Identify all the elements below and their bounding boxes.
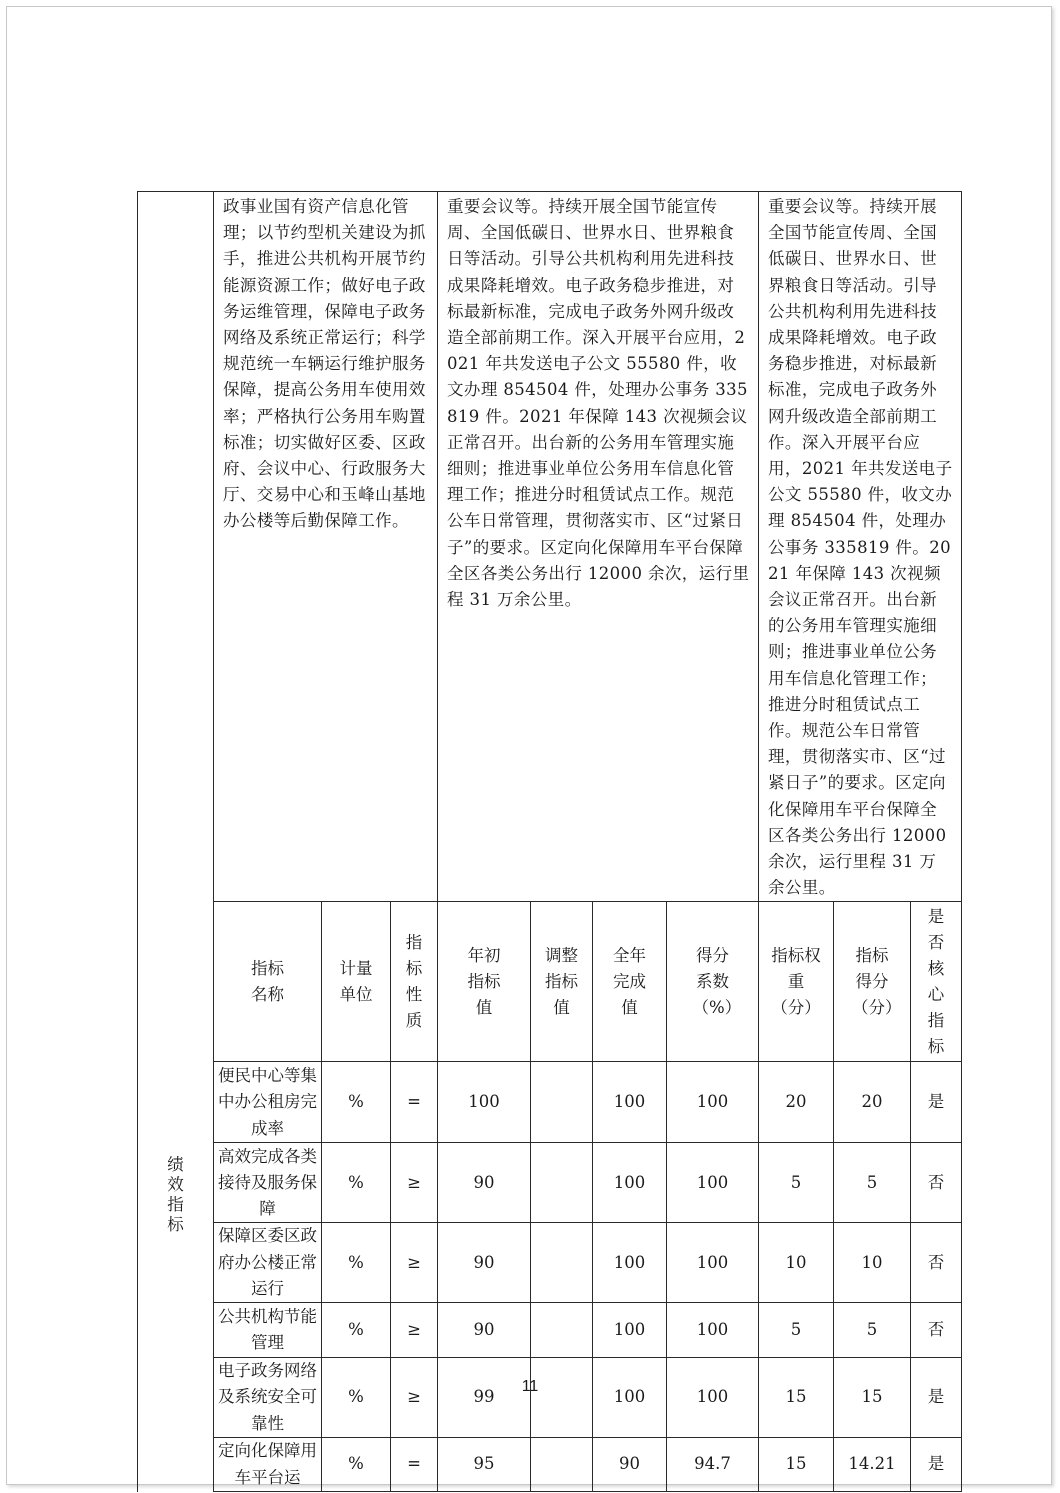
row-core: 否 xyxy=(911,1303,962,1358)
row-score: 5 xyxy=(834,1143,911,1223)
row-completed: 100 xyxy=(593,1358,667,1438)
header-completed: 全年完成值 xyxy=(593,902,667,1062)
row-adjusted xyxy=(531,1143,593,1223)
row-coef: 100 xyxy=(667,1062,759,1143)
table-row xyxy=(138,1143,962,1223)
header-unit: 计量单位 xyxy=(322,902,391,1062)
row-unit: % xyxy=(322,1438,391,1492)
page-number: 11 xyxy=(521,1378,539,1395)
header-row xyxy=(138,902,962,1062)
narrative-row xyxy=(138,192,962,902)
header-initial: 年初指标值 xyxy=(438,902,531,1062)
row-score: 20 xyxy=(834,1062,911,1143)
row-adjusted xyxy=(531,1438,593,1492)
section-label: 绩效指标 xyxy=(167,1155,184,1235)
table-row xyxy=(138,1062,962,1143)
row-completed: 100 xyxy=(593,1303,667,1358)
header-adjusted: 调整指标值 xyxy=(531,902,593,1062)
table-row xyxy=(138,1358,962,1438)
row-adjusted xyxy=(531,1303,593,1358)
row-initial: 95 xyxy=(438,1438,531,1492)
row-name: 保障区委区政府办公楼正常运行 xyxy=(214,1223,322,1303)
table-row xyxy=(138,1223,962,1303)
row-unit: % xyxy=(322,1223,391,1303)
row-completed: 100 xyxy=(593,1143,667,1223)
row-coef: 100 xyxy=(667,1303,759,1358)
row-initial: 99 xyxy=(438,1358,531,1438)
row-weight: 20 xyxy=(759,1062,834,1143)
header-score: 指标得分（分） xyxy=(834,902,911,1062)
plan-text-cell: 政事业国有资产信息化管理；以节约型机关建设为抓手，推进公共机构开展节约能源资源工作；做好电子政务运维管理，保障电子政务网络及系统正常运行；科学规范统一车辆运行维护服务保障，提高公务用车使用效率；严格执行公务用车购置标准；切实做好区委、区政府、会议中心、行政服务大厅、交易中心和玉峰山基地办公楼等后勤保障工作。 xyxy=(214,192,438,902)
result-text-cell-1: 重要会议等。持续开展全国节能宣传周、全国低碳日、世界水日、世界粮食日等活动。引导公共机构利用先进科技成果降耗增效。电子政务稳步推进，对标最新标准，完成电子政务外网升级改造全部前期工作。深入开展平台应用，2021 年共发送电子公文 55580 件，收文办理 854504 件，处理办公事务 335819 件。2021 年保障 143 次视频会议正常召开。出台新的公务用车管理实施细则；推进事业单位公务用车信息化管理工作；推进分时租赁试点工作。规范公车日常管理，贯彻落实市、区“过紧日子”的要求。区定向化保障用车平台保障全区各类公务出行 12000 余次，运行里程 31 万余公里。 xyxy=(438,192,759,902)
row-nature: ≥ xyxy=(391,1223,438,1303)
performance-table xyxy=(137,191,962,1492)
section-label-cell xyxy=(138,902,214,1492)
side-cell-empty xyxy=(138,192,214,902)
row-score: 14.21 xyxy=(834,1438,911,1492)
row-completed: 100 xyxy=(593,1062,667,1143)
row-weight: 5 xyxy=(759,1303,834,1358)
row-core: 否 xyxy=(911,1223,962,1303)
row-score: 15 xyxy=(834,1358,911,1438)
row-nature: ≥ xyxy=(391,1143,438,1223)
header-coef: 得分系数（%） xyxy=(667,902,759,1062)
row-coef: 100 xyxy=(667,1358,759,1438)
row-name: 电子政务网络及系统安全可靠性 xyxy=(214,1358,322,1438)
header-weight: 指标权重（分） xyxy=(759,902,834,1062)
table-row xyxy=(138,1438,962,1492)
row-core: 是 xyxy=(911,1358,962,1438)
row-adjusted xyxy=(531,1358,593,1438)
row-initial: 90 xyxy=(438,1223,531,1303)
row-name: 定向化保障用车平台运 xyxy=(214,1438,322,1492)
row-coef: 100 xyxy=(667,1223,759,1303)
row-name: 高效完成各类接待及服务保障 xyxy=(214,1143,322,1223)
row-unit: % xyxy=(322,1062,391,1143)
row-adjusted xyxy=(531,1223,593,1303)
row-unit: % xyxy=(322,1303,391,1358)
row-weight: 15 xyxy=(759,1358,834,1438)
row-initial: 90 xyxy=(438,1143,531,1223)
row-core: 是 xyxy=(911,1062,962,1143)
header-core: 是否核心指标 xyxy=(911,902,962,1062)
row-nature: = xyxy=(391,1438,438,1492)
row-core: 否 xyxy=(911,1143,962,1223)
row-adjusted xyxy=(531,1062,593,1143)
row-nature: ≥ xyxy=(391,1303,438,1358)
row-initial: 90 xyxy=(438,1303,531,1358)
row-completed: 100 xyxy=(593,1223,667,1303)
row-unit: % xyxy=(322,1143,391,1223)
row-unit: % xyxy=(322,1358,391,1438)
row-initial: 100 xyxy=(438,1062,531,1143)
row-nature: = xyxy=(391,1062,438,1143)
row-coef: 100 xyxy=(667,1143,759,1223)
row-score: 10 xyxy=(834,1223,911,1303)
header-nature: 指标性质 xyxy=(391,902,438,1062)
result-text-cell-2: 重要会议等。持续开展全国节能宣传周、全国低碳日、世界水日、世界粮食日等活动。引导公共机构利用先进科技成果降耗增效。电子政务稳步推进，对标最新标准，完成电子政务外网升级改造全部前期工作。深入开展平台应用，2021 年共发送电子公文 55580 件，收文办理 854504 件，处理办公事务 335819 件。2021 年保障 143 次视频会议正常召开。出台新的公务用车管理实施细则；推进事业单位公务用车信息化管理工作；推进分时租赁试点工作。规范公车日常管理，贯彻落实市、区“过紧日子”的要求。区定向化保障用车平台保障全区各类公务出行 12000 余次，运行里程 31 万余公里。 xyxy=(759,192,962,902)
row-name: 公共机构节能管理 xyxy=(214,1303,322,1358)
row-weight: 15 xyxy=(759,1438,834,1492)
table-row xyxy=(138,1303,962,1358)
row-coef: 94.7 xyxy=(667,1438,759,1492)
row-score: 5 xyxy=(834,1303,911,1358)
row-nature: ≥ xyxy=(391,1358,438,1438)
row-weight: 10 xyxy=(759,1223,834,1303)
row-completed: 90 xyxy=(593,1438,667,1492)
row-weight: 5 xyxy=(759,1143,834,1223)
row-name: 便民中心等集中办公租房完成率 xyxy=(214,1062,322,1143)
row-core: 是 xyxy=(911,1438,962,1492)
header-name: 指标名称 xyxy=(214,902,322,1062)
